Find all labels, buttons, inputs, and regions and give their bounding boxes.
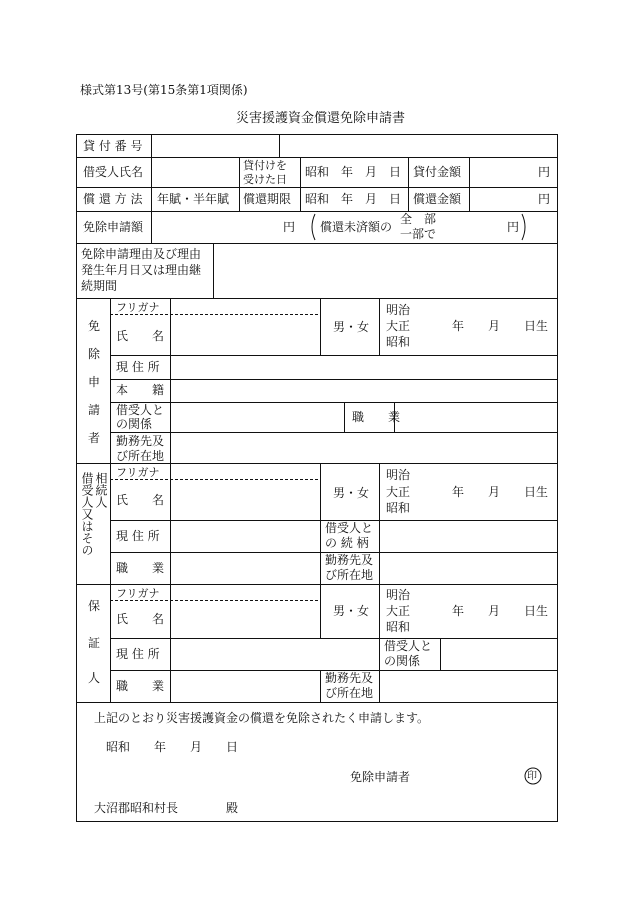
guarantor-label-furigana: フリガナ <box>116 587 160 600</box>
label-furigana: フリガナ <box>116 301 160 314</box>
heir-label-workplace-1: 勤務先及 <box>325 553 374 567</box>
heir-label-address: 現 住 所 <box>116 529 160 543</box>
label-repay-amount: 償還金額 <box>413 192 462 206</box>
loan-number-field[interactable] <box>154 137 276 155</box>
form-number: 様式第13号(第15条第1項関係) <box>80 83 248 97</box>
heir-era-taisho[interactable]: 大正 <box>386 485 411 499</box>
loan-amount-yen: 円 <box>538 165 551 179</box>
birth-date[interactable]: 年 月 日生 <box>452 319 549 333</box>
guarantor-era-taisho[interactable]: 大正 <box>386 604 411 618</box>
section-applicant-char-1: 免 <box>88 319 101 333</box>
heir-gender-select[interactable]: 男・女 <box>333 486 370 500</box>
section-heir-col-1: 借受人又はその <box>80 472 94 556</box>
gender-select[interactable]: 男・女 <box>333 320 370 334</box>
heir-era-showa[interactable]: 昭和 <box>386 501 411 515</box>
footer-statement: 上記のとおり災害援護資金の償還を免除されたく申請します。 <box>94 711 430 725</box>
era-taisho[interactable]: 大正 <box>386 319 411 333</box>
heir-label-workplace-2: び所在地 <box>325 568 374 582</box>
heir-era-meiji[interactable]: 明治 <box>386 468 411 482</box>
label-reason-2: 発生年月日又は理由継 <box>81 263 202 277</box>
guarantor-label-workplace-2: び所在地 <box>325 686 374 700</box>
section-guarantor-char-3: 人 <box>88 671 101 685</box>
label-workplace-2: び所在地 <box>116 449 165 463</box>
guarantor-label-name: 氏 名 <box>116 612 165 626</box>
section-applicant-char-2: 除 <box>88 347 101 361</box>
option-part[interactable]: 一部で <box>400 227 437 241</box>
guarantor-era-meiji[interactable]: 明治 <box>386 588 411 602</box>
section-guarantor-char-1: 保 <box>88 599 101 613</box>
heir-birth-date[interactable]: 年 月 日生 <box>452 485 549 499</box>
guarantor-label-job: 職 業 <box>116 679 165 693</box>
label-repay-period: 償還期限 <box>243 192 292 206</box>
footer-addressee: 大沼郡昭和村長 <box>94 801 179 815</box>
repay-amount-yen: 円 <box>538 192 551 206</box>
label-reason-3: 続期間 <box>81 279 118 293</box>
label-workplace-1: 勤務先及 <box>116 434 165 448</box>
section-heir-col-2: 相続人 <box>94 472 108 508</box>
repay-method-value[interactable]: 年賦・半年賦 <box>157 192 230 206</box>
label-reason-1: 免除申請理由及び理由 <box>81 247 202 261</box>
guarantor-birth-date[interactable]: 年 月 日生 <box>452 604 549 618</box>
reason-field[interactable] <box>216 246 555 296</box>
footer-honorific: 殿 <box>226 801 239 815</box>
label-loan-number: 貸 付 番 号 <box>83 139 143 153</box>
label-relation-2: の関係 <box>116 417 153 431</box>
section-applicant-char-3: 申 <box>88 375 101 389</box>
heir-label-relation-2: の 続 柄 <box>325 536 369 550</box>
loan-date-value[interactable]: 昭和 年 月 日 <box>305 165 402 179</box>
label-repay-method: 償 還 方 法 <box>83 192 143 206</box>
guarantor-label-address: 現 住 所 <box>116 647 160 661</box>
era-showa[interactable]: 昭和 <box>386 335 411 349</box>
era-meiji[interactable]: 明治 <box>386 303 411 317</box>
option-all[interactable]: 全 部 <box>400 212 437 226</box>
heir-label-name: 氏 名 <box>116 493 165 507</box>
footer-applicant-label: 免除申請者 <box>350 770 411 784</box>
heir-label-job: 職 業 <box>116 561 165 575</box>
form-title: 災害援護資金償還免除申請書 <box>236 111 406 126</box>
label-job: 職 業 <box>352 410 401 424</box>
label-borrower-name: 借受人氏名 <box>83 165 144 179</box>
borrower-name-field[interactable] <box>154 160 237 185</box>
label-name: 氏 名 <box>116 329 165 343</box>
label-loan-date-2: 受けた日 <box>243 173 287 186</box>
label-domicile: 本 籍 <box>116 383 165 397</box>
section-guarantor-char-2: 証 <box>88 636 101 650</box>
label-loan-amount: 貸付金額 <box>413 165 462 179</box>
repay-period-value[interactable]: 昭和 年 月 日 <box>305 192 402 206</box>
heir-label-relation-1: 借受人と <box>325 521 374 535</box>
seal-icon: 印 <box>527 771 537 782</box>
heir-label-furigana: フリガナ <box>116 466 160 479</box>
label-relation-1: 借受人と <box>116 403 165 417</box>
guarantor-label-relation-1: 借受人と <box>384 639 433 653</box>
guarantor-label-relation-2: の関係 <box>384 654 421 668</box>
guarantor-era-showa[interactable]: 昭和 <box>386 620 411 634</box>
exempt-amount-yen: 円 <box>283 220 296 234</box>
label-unpaid-prefix: 償還未済額の <box>320 220 393 234</box>
guarantor-gender-select[interactable]: 男・女 <box>333 604 370 618</box>
label-address: 現 住 所 <box>116 360 160 374</box>
unpaid-yen: 円 <box>507 220 520 234</box>
label-exempt-amount: 免除申請額 <box>83 220 144 234</box>
guarantor-label-workplace-1: 勤務先及 <box>325 671 374 685</box>
footer-date[interactable]: 昭和 年 月 日 <box>106 740 239 754</box>
label-loan-date-1: 貸付けを <box>243 159 287 172</box>
section-applicant-char-4: 請 <box>88 403 101 417</box>
section-applicant-char-5: 者 <box>88 431 101 445</box>
